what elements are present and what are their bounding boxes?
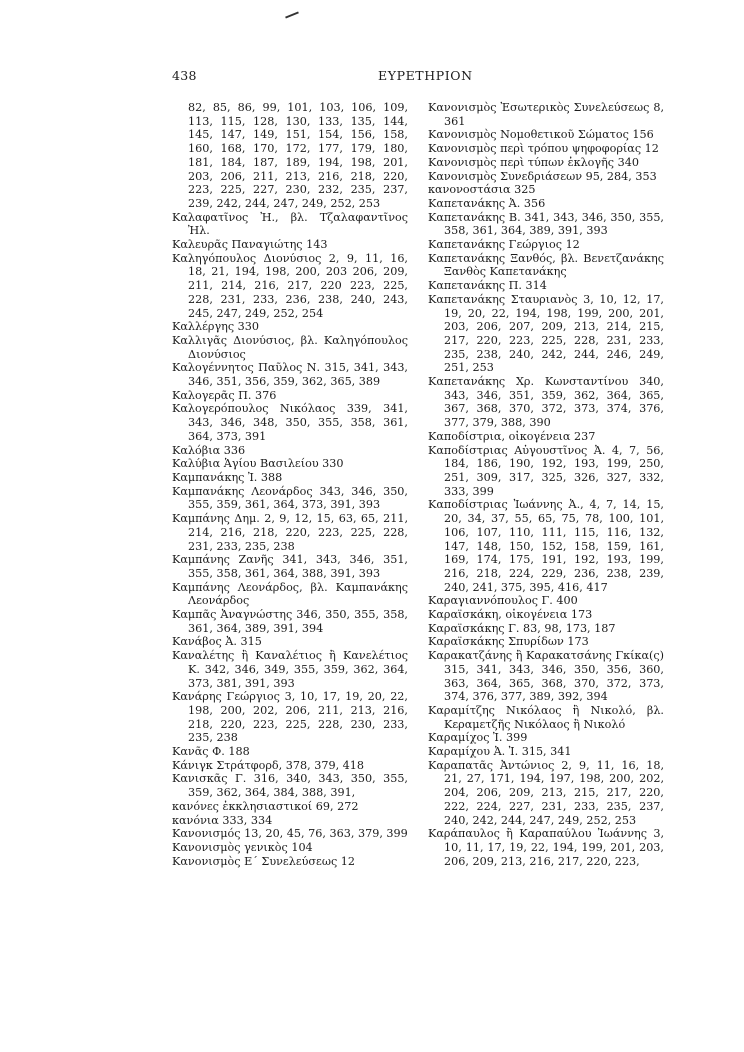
index-entry: Καραγιαννόπουλος Γ. 400 [428, 594, 578, 608]
index-entry: κανονοστάσια 325 [428, 183, 536, 197]
index-entry: Καπετανάκης Γεώργιος 12 [428, 238, 580, 252]
index-column-right [428, 101, 664, 868]
index-entry: Καράπαυλος ἢ Καραπαύλου Ἰωάννης 3, 10, 11, 17, 19, 22, 194, 199, 201, 203, 206, 209, 213, 216, 217, 220, 223, [428, 827, 664, 868]
index-entry: Καμπανάκης Ἰ. 388 [172, 470, 283, 484]
index-entry: Καπετανάκης Π. 314 [428, 279, 547, 293]
index-entry: Καραϊσκάκης Γ. 83, 98, 173, 187 [428, 621, 616, 635]
index-entry: Καποδίστρια, οἰκογένεια 237 [428, 429, 596, 443]
index-entry: 82, 85, 86, 99, 101, 103, 106, 109, 113, 115, 128, 130, 133, 135, 144, 145, 147, 149, 151, 154, 156, 158, 160, 168, 170, 172, 177, 179, 180, 181, 184, 187, 189, 194, 198, 201, 203, 206, 211, 213, 216, 218, 220, 223, 225, 227, 230, 232, 235, 237, 239, 242, 244, 247, 249, 252, 253 [188, 101, 408, 210]
index-entry: Καραμίχος Ἰ. 399 [428, 731, 528, 745]
index-entry: Καλλιγᾶς Διονύσιος, βλ. Καληγόπουλος Διονύσιος [172, 333, 408, 361]
index-entry: Καλευρᾶς Παναγιώτης 143 [172, 238, 328, 252]
index-entry: Κανονισμός 13, 20, 45, 76, 363, 379, 399 [172, 827, 408, 841]
index-entry: Καμπάνης Δημ. 2, 9, 12, 15, 63, 65, 211, 214, 216, 218, 220, 223, 225, 228, 231, 233, 235, 238 [172, 512, 408, 553]
running-title: ΕΥΡΕΤΗΡΙΟΝ [378, 68, 473, 83]
index-entry: Κανισκᾶς Γ. 316, 340, 343, 350, 355, 359, 362, 364, 384, 388, 391, [172, 772, 408, 800]
index-entry: Καλογερᾶς Π. 376 [172, 388, 277, 402]
index-entry: Κανονισμὸς γενικὸς 104 [172, 840, 313, 854]
index-entry: Καλλέργης 330 [172, 320, 260, 334]
index-entry: Καπετανάκης Ἀ. 356 [428, 196, 546, 210]
index-entry: Κανονισμὸς Συνεδριάσεων 95, 284, 353 [428, 169, 657, 183]
index-entry: Καμπάνης Ζανῆς 341, 343, 346, 351, 355, 358, 361, 364, 388, 391, 393 [172, 553, 408, 580]
index-entry: Καμπανάκης Λεονάρδος 343, 346, 350, 355, 359, 361, 364, 373, 391, 393 [172, 484, 408, 512]
index-entry: Κανάβος Ἀ. 315 [172, 635, 262, 649]
index-entry: Κανονισμὸς περὶ τρόπου ψηφοφορίας 12 [428, 142, 659, 156]
index-entry: Καλόβια 336 [172, 443, 246, 457]
index-entry: Καληγόπουλος Διονύσιος 2, 9, 11, 16, 18, 21, 194, 198, 200, 203 206, 209, 211, 214, 216, 217, 220 223, 225, 228, 231, 233, 236, 238, 240, 243, 245, 247, 249, 252, 254 [172, 251, 408, 320]
index-entry: Καραϊσκάκη, οἰκογένεια 173 [428, 608, 593, 622]
index-entry: Καμπάνης Λεονάρδος, βλ. Καμπανάκης Λεονάρδος [172, 580, 408, 608]
index-entry: Καλαφατῖνος Ἠ., βλ. Τζαλαφαντῖνος Ἠλ. [172, 210, 408, 238]
index-entry: Καλύβια Ἁγίου Βασιλείου 330 [172, 457, 344, 471]
index-entry: Καπετανάκης Χρ. Κωνσταντίνου 340, 343, 346, 351, 359, 362, 364, 365, 367, 368, 370, 372, 373, 374, 376, 377, 379, 388, 390 [428, 375, 664, 430]
index-entry: Καλογέννητος Παῦλος Ν. 315, 341, 343, 346, 351, 356, 359, 362, 365, 389 [172, 361, 408, 389]
page-number: 438 [172, 68, 197, 83]
index-entry: Καραπατᾶς Ἀντώνιος 2, 9, 11, 16, 18, 21, 27, 171, 194, 197, 198, 200, 202, 204, 206, 209, 213, 215, 217, 220, 222, 224, 227, 231, 233, 235, 237, 240, 242, 244, 247, 249, 252, 253 [428, 758, 664, 827]
index-entry: κανόνια 333, 334 [172, 813, 273, 827]
index-entry: Καπετανάκης Ξανθός, βλ. Βενετζανάκης Ξανθὸς Καπετανάκης [428, 251, 664, 279]
index-entry: Καρακατζάνης ἢ Καρακατσάνης Γκίκα(ς) 315, 341, 343, 346, 350, 356, 360, 363, 364, 365, 368, 370, 372, 373, 374, 376, 377, 389, 392, 394 [428, 649, 664, 704]
index-entry: Κανονισμὸς Νομοθετικοῦ Σώματος 156 [428, 128, 654, 142]
index-entry: Κανονισμὸς περὶ τύπων ἐκλογῆς 340 [428, 155, 639, 169]
index-entry: Καλογερόπουλος Νικόλαος 339, 341, 343, 346, 348, 350, 355, 358, 361, 364, 373, 391 [172, 402, 408, 443]
index-entry: Καμπᾶς Ἀναγνώστης 346, 350, 355, 358, 361, 364, 389, 391, 394 [172, 608, 408, 635]
index-entry: Καποδίστριας Ἰωάννης Ἀ., 4, 7, 14, 15, 20, 34, 37, 55, 65, 75, 78, 100, 101, 106, 107, 110, 111, 115, 116, 132, 147, 148, 150, 152, 158, 159, 161, 169, 174, 175, 191, 192, 193, 199, 216, 218, 224, 229, 236, 238, 239, 240, 241, 375, 395, 416, 417 [428, 498, 664, 594]
index-entry: Καποδίστριας Αὐγουστῖνος Ἀ. 4, 7, 56, 184, 186, 190, 192, 193, 199, 250, 251, 309, 317, 325, 326, 327, 332, 333, 399 [428, 443, 664, 498]
index-entry: Καναλέτης ἢ Καναλέτιος ἢ Κανελέτιος Κ. 342, 346, 349, 355, 359, 362, 364, 373, 381, 391, 393 [172, 649, 408, 690]
index-entry: Καραμίτζης Νικόλαος ἢ Νικολό, βλ. Κεραμετζῆς Νικόλαος ἢ Νικολό [428, 703, 664, 731]
index-entry: κανόνες ἐκκλησιαστικοί 69, 272 [172, 799, 359, 813]
index-entry: Κανονισμὸς Ε΄ Συνελεύσεως 12 [172, 854, 356, 868]
index-entry: Κανονισμὸς Ἐσωτερικὸς Συνελεύσεως 8, 361 [428, 101, 664, 128]
index-entry: Καραμίχου Ἀ. Ἰ. 315, 341 [428, 745, 572, 759]
page-header [0, 68, 744, 88]
index-column-left [172, 101, 408, 868]
index-entry: Κανᾶς Φ. 188 [172, 745, 250, 759]
ink-mark [285, 11, 299, 18]
index-entry: Κάνιγκ Στράτφορδ, 378, 379, 418 [172, 758, 365, 772]
index-entry: Κανάρης Γεώργιος 3, 10, 17, 19, 20, 22, 198, 200, 202, 206, 211, 213, 216, 218, 220, 223, 225, 228, 230, 233, 235, 238 [172, 690, 408, 745]
index-entry: Καραϊσκάκης Σπυρίδων 173 [428, 635, 589, 649]
index-entry: Καπετανάκης Β. 341, 343, 346, 350, 355, 358, 361, 364, 389, 391, 393 [428, 210, 664, 238]
index-entry: Καπετανάκης Σταυριανὸς 3, 10, 12, 17, 19, 20, 22, 194, 198, 199, 200, 201, 203, 206, 207, 209, 213, 214, 215, 217, 220, 223, 225, 228, 231, 233, 235, 238, 240, 242, 244, 246, 249, 251, 253 [428, 292, 664, 375]
